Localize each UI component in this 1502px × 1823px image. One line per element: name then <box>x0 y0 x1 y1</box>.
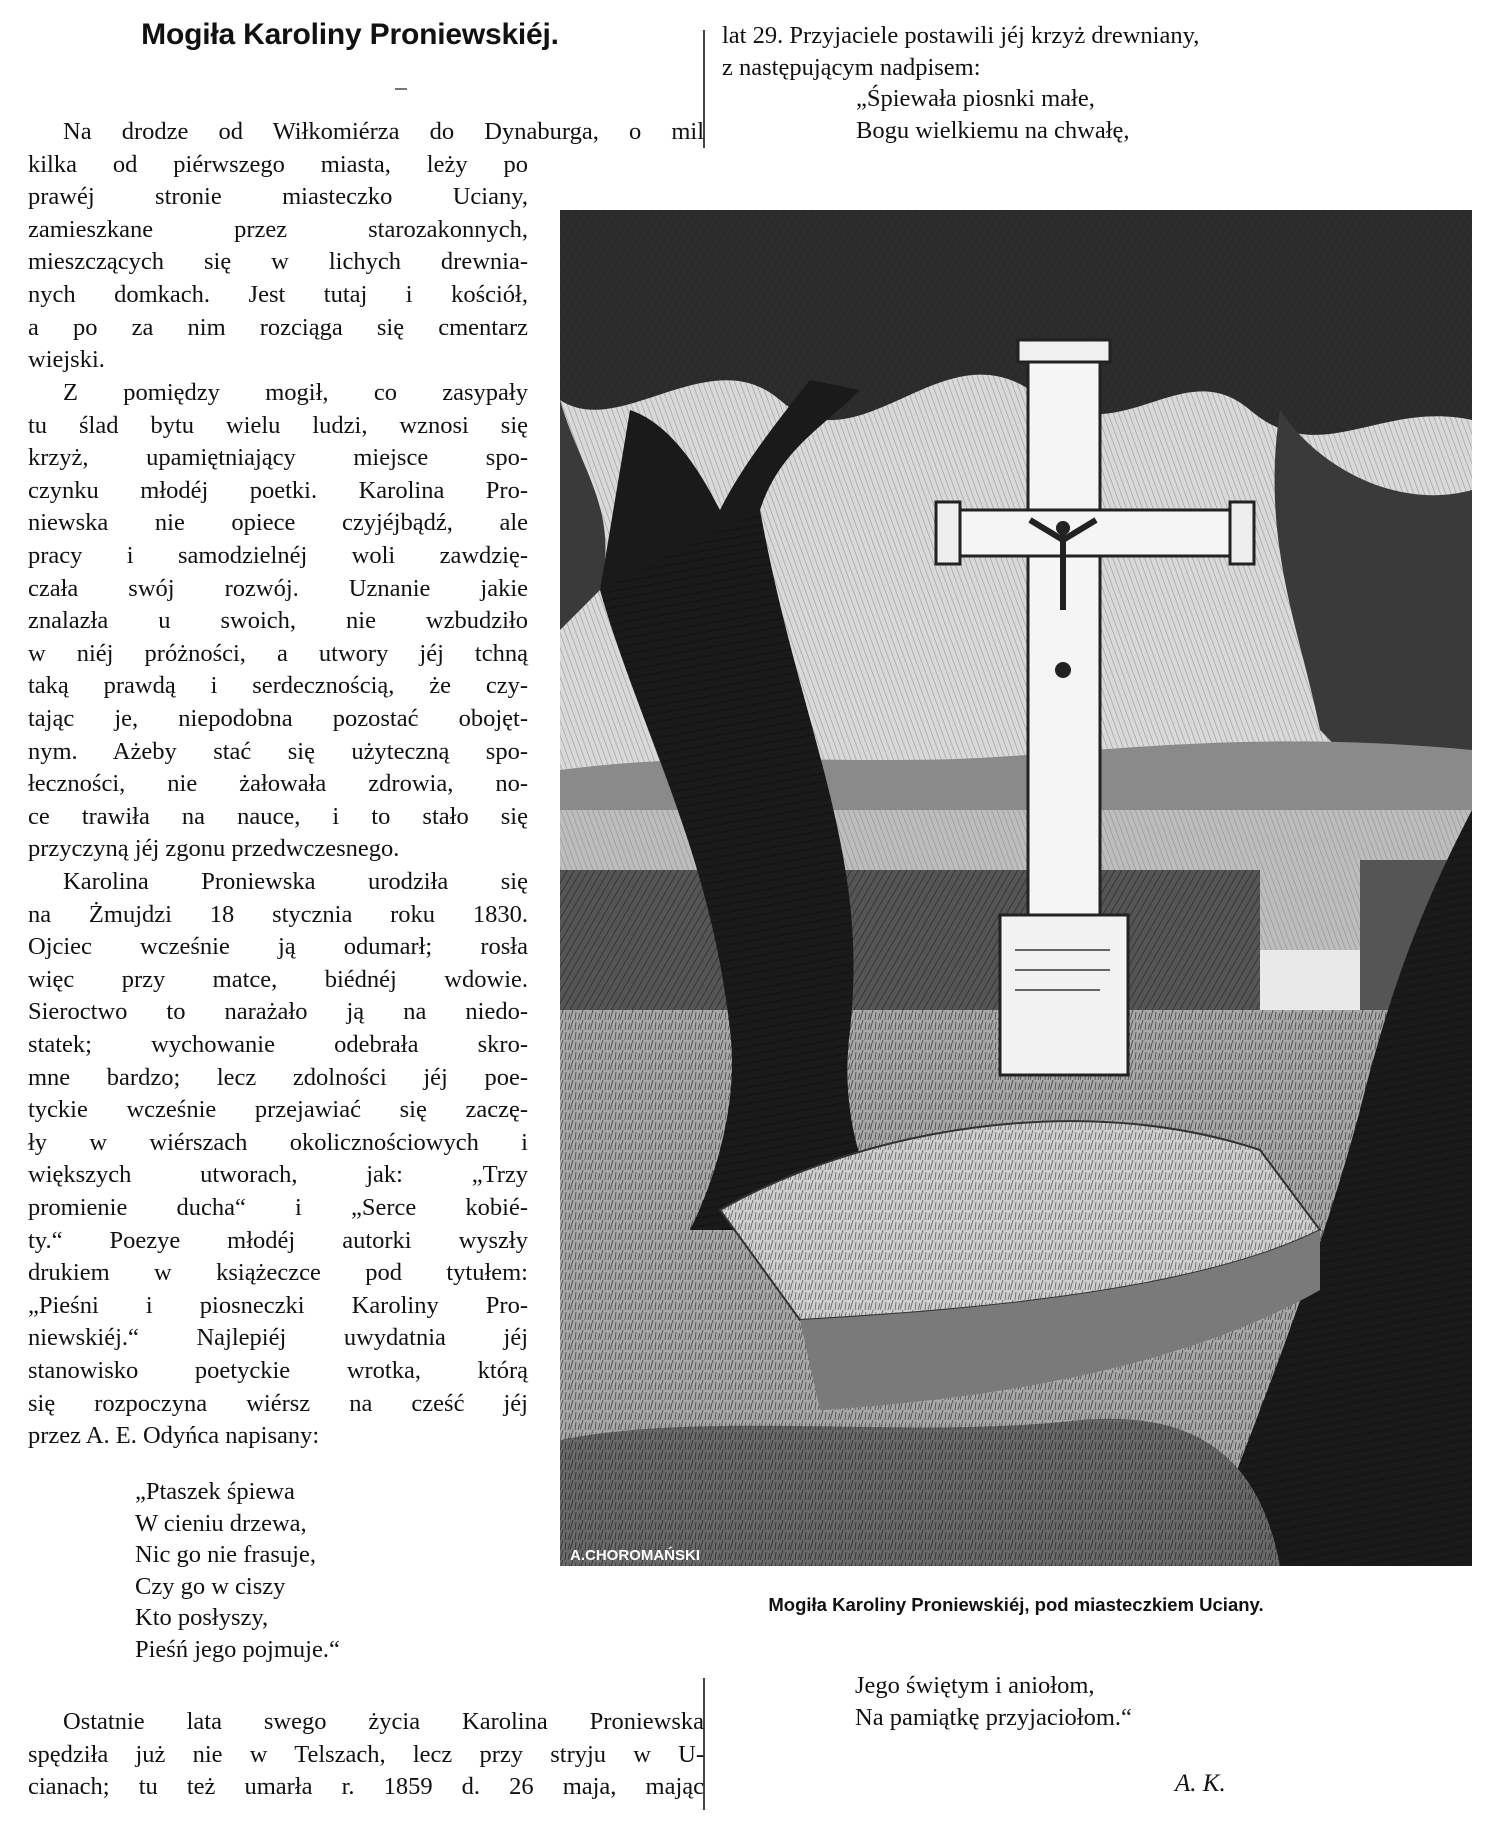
text-line: nym. Ażeby stać się użyteczną spo- <box>28 737 528 765</box>
text-line: ce trawiła na nauce, i to stało się <box>28 802 528 830</box>
text-line: przyczyną jéj zgonu przedwczesnego. <box>28 835 400 863</box>
text-line: cianach; tu też umarła r. 1859 d. 26 maja, mając <box>28 1773 704 1801</box>
text-line: Czy go w ciszy <box>135 1572 286 1600</box>
text-line: na Żmujdzi 18 stycznia roku 1830. <box>28 900 528 928</box>
text-line: krzyż, upamiętniający miejsce spo- <box>28 444 528 472</box>
text-line: czynku młodéj poetki. Karolina Pro- <box>28 476 528 504</box>
text-line: Karolina Proniewska urodziła się <box>63 868 528 895</box>
article-title: Mogiła Karoliny Proniewskiéj. <box>141 18 559 51</box>
text-line: mieszczących się w lichych drewnia- <box>28 248 528 276</box>
title-rule <box>395 88 407 90</box>
text-line: taką prawdą i serdecznością, że czy- <box>28 672 528 700</box>
paragraph-1 <box>28 116 704 149</box>
text-line: Pieśń jego pojmuje.“ <box>135 1635 340 1663</box>
paragraph-2 <box>28 377 528 866</box>
text-line: Kto posłyszy, <box>135 1604 269 1632</box>
text-line: mne bardzo; lecz zdolności jéj poe- <box>28 1063 528 1091</box>
text-line: ty.“ Poezye młodéj autorki wyszły <box>28 1226 528 1254</box>
right-line-1: lat 29. Przyjaciele postawili jéj krzyż drewniany, <box>722 22 1200 49</box>
text-line: promienie ducha“ i „Serce kobié- <box>28 1193 528 1221</box>
paragraph-3 <box>28 866 528 1453</box>
engraving-drawing <box>560 210 1472 1566</box>
text-line: Na drodze od Wiłkomiérza do Dynaburga, o mil <box>63 118 704 145</box>
text-line: spędziła już nie w Telszach, lecz przy stryju w U- <box>28 1740 704 1768</box>
text-line: więc przy matce, biédnéj wdowie. <box>28 965 528 993</box>
text-line: Ojciec wcześnie ją odumarł; rosła <box>28 933 528 961</box>
verse-line-4: Na pamiątkę przyjaciołom.“ <box>855 1703 1132 1731</box>
text-line: się rozpoczyna wiérsz na cześć jéj <box>28 1389 528 1417</box>
text-line: nych domkach. Jest tutaj i kościół, <box>28 280 528 308</box>
text-line: wiejski. <box>28 346 105 374</box>
text-line: stanowisko poetyckie wrotka, którą <box>28 1356 528 1384</box>
paragraph-4 <box>28 1706 704 1804</box>
text-line: łeczności, nie żałowała zdrowia, no- <box>28 770 528 798</box>
engraving-illustration <box>560 210 1472 1566</box>
verse-line-1: „Śpiewała piosnki małe, <box>856 85 1095 113</box>
text-line: Sieroctwo to narażało ją na niedo- <box>28 998 528 1026</box>
text-line: pracy i samodzielnéj woli zawdzię- <box>28 541 528 569</box>
text-line: przez A. E. Odyńca napisany: <box>28 1422 320 1450</box>
text-line: tyckie wcześnie przejawiać się zaczę- <box>28 1096 528 1124</box>
text-line: Z pomiędzy mogił, co zasypały <box>63 379 528 406</box>
text-line: tu ślad bytu wielu ludzi, wznosi się <box>28 411 528 439</box>
text-line: Nic go nie frasuje, <box>135 1541 316 1569</box>
text-line: Ostatnie lata swego życia Karolina Proniewska <box>63 1708 704 1735</box>
text-line: niewska nie opiece czyjéjbądź, ale <box>28 509 528 537</box>
text-line: tając je, niepodobna pozostać obojęt- <box>28 704 528 732</box>
verse-bottom <box>855 1670 1132 1733</box>
text-line: „Ptaszek śpiewa <box>135 1478 295 1505</box>
text-line: „Pieśni i piosneczki Karoliny Pro- <box>28 1291 528 1319</box>
text-line: statek; wychowanie odebrała skro- <box>28 1030 528 1058</box>
text-line: ły w wiérszach okolicznościowych i <box>28 1128 528 1156</box>
text-line: drukiem w książeczce pod tytułem: <box>28 1259 528 1287</box>
text-line: niewskiéj.“ Najlepiéj uwydatnia jéj <box>28 1324 528 1352</box>
signature-initials: A. K. <box>1175 1770 1226 1797</box>
text-line: czała swój rozwój. Uznanie jakie <box>28 574 528 602</box>
text-line: a po za nim rozciąga się cmentarz <box>28 313 528 341</box>
text-line: większych utworach, jak: „Trzy <box>28 1161 528 1189</box>
text-line: zamieszkane przez starozakonnych, <box>28 215 528 243</box>
text-line: znalazła u swoich, nie wzbudziło <box>28 607 528 635</box>
paragraph-1-continued <box>28 149 528 377</box>
verse-line-3: Jego świętym i aniołom, <box>855 1672 1095 1699</box>
body-text-right <box>722 20 1199 146</box>
poem-odyniec <box>135 1476 340 1666</box>
text-line: w niéj próżności, a utwory jéj tchną <box>28 639 528 667</box>
engraver-signature: A.CHOROMAŃSKI <box>570 1547 700 1564</box>
right-line-2: z następującym nadpisem: <box>722 53 981 81</box>
verse-line-2: Bogu wielkiemu na chwałę, <box>856 116 1130 144</box>
figure-caption: Mogiła Karoliny Proniewskiéj, pod miasteczkiem Uciany. <box>768 1594 1264 1615</box>
text-line: kilka od piérwszego miasta, leży po <box>28 150 528 178</box>
text-line: W cieniu drzewa, <box>135 1509 307 1537</box>
text-line: prawéj stronie miasteczko Uciany, <box>28 183 528 211</box>
